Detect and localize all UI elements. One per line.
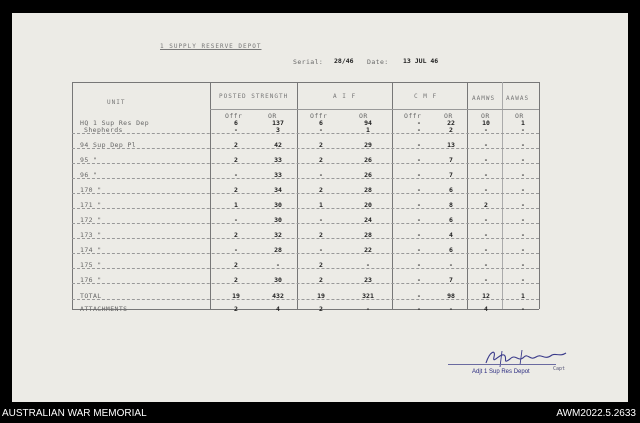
value-cell: 23 — [364, 276, 372, 284]
value-cell: - — [484, 231, 488, 239]
value-cell: - — [234, 246, 238, 254]
value-cell: - — [366, 305, 370, 313]
aif-or-subheader: OR — [359, 112, 368, 120]
value-cell: 22 — [364, 246, 372, 254]
value-cell: 7 — [449, 171, 453, 179]
value-cell: - — [417, 141, 421, 149]
col-rule — [297, 82, 298, 309]
value-cell: 30 — [274, 201, 282, 209]
value-cell: - — [417, 246, 421, 254]
date-value: 13 JUL 46 — [403, 57, 439, 65]
value-cell: 2 — [484, 201, 488, 209]
value-cell: 26 — [364, 171, 372, 179]
value-cell: 1 — [319, 201, 323, 209]
unit-cell: 170 " — [80, 186, 102, 194]
value-cell: - — [484, 156, 488, 164]
value-cell: 28 — [364, 186, 372, 194]
aamws-header: AAMWS — [472, 95, 496, 102]
value-cell: 432 — [272, 292, 284, 300]
value-cell: 6 — [234, 119, 238, 127]
value-cell: - — [521, 276, 525, 284]
value-cell: 33 — [274, 156, 282, 164]
value-cell: - — [449, 305, 453, 313]
value-cell: 8 — [449, 201, 453, 209]
value-cell: - — [521, 126, 525, 134]
document-page — [12, 13, 628, 402]
row-rule — [72, 299, 539, 300]
value-cell: 2 — [234, 276, 238, 284]
unit-cell: 175 " — [80, 261, 102, 269]
signature-line — [448, 364, 556, 365]
value-cell: 7 — [449, 276, 453, 284]
aawas-header: AAWAS — [506, 95, 530, 102]
value-cell: - — [521, 305, 525, 313]
posted-or-subheader: OR — [268, 112, 277, 120]
cmf-header: C M F — [414, 93, 438, 100]
unit-cell: HQ 1 Sup Res Dep — [80, 119, 150, 127]
value-cell: 24 — [364, 216, 372, 224]
value-cell: - — [417, 186, 421, 194]
footer-accession: AWM2022.5.2633 — [556, 408, 636, 419]
value-cell: - — [417, 156, 421, 164]
value-cell: - — [417, 126, 421, 134]
table-left-rule — [72, 82, 73, 309]
value-cell: 33 — [274, 171, 282, 179]
value-cell: 2 — [234, 156, 238, 164]
value-cell: 2 — [234, 261, 238, 269]
row-rule — [72, 178, 539, 179]
value-cell: - — [521, 186, 525, 194]
value-cell: - — [234, 216, 238, 224]
value-cell: 29 — [364, 141, 372, 149]
row-rule — [72, 208, 539, 209]
header-rule — [210, 109, 539, 110]
value-cell: - — [484, 171, 488, 179]
value-cell: - — [484, 186, 488, 194]
value-cell: - — [521, 156, 525, 164]
value-cell: 26 — [364, 156, 372, 164]
value-cell: - — [521, 246, 525, 254]
value-cell: 22 — [447, 119, 455, 127]
unit-cell: ATTACHMENTS — [80, 305, 128, 313]
value-cell: 4 — [276, 305, 280, 313]
row-rule — [72, 133, 539, 134]
value-cell: 42 — [274, 141, 282, 149]
value-cell: 34 — [274, 186, 282, 194]
value-cell: - — [484, 126, 488, 134]
value-cell: - — [417, 216, 421, 224]
value-cell: 20 — [364, 201, 372, 209]
value-cell: - — [484, 276, 488, 284]
unit-cell: Shepherds — [84, 126, 123, 134]
value-cell: 2 — [234, 141, 238, 149]
value-cell: - — [521, 261, 525, 269]
row-rule — [72, 268, 539, 269]
value-cell: 30 — [274, 216, 282, 224]
value-cell: 3 — [276, 126, 280, 134]
col-rule — [467, 82, 468, 309]
row-rule — [72, 253, 539, 254]
value-cell: - — [484, 261, 488, 269]
value-cell: - — [417, 292, 421, 300]
row-rule — [72, 283, 539, 284]
table-bottom-rule — [72, 309, 539, 310]
row-rule — [72, 238, 539, 239]
value-cell: 1 — [234, 201, 238, 209]
value-cell: - — [484, 246, 488, 254]
unit-cell: 94 Sup Dep Pl — [80, 141, 137, 149]
value-cell: 7 — [449, 156, 453, 164]
document-heading: 1 SUPPLY RESERVE DEPOT — [160, 43, 262, 50]
value-cell: 4 — [484, 305, 488, 313]
value-cell: - — [417, 231, 421, 239]
table-right-rule — [539, 82, 540, 309]
col-rule — [210, 82, 211, 309]
value-cell: - — [484, 216, 488, 224]
unit-cell: TOTAL — [80, 292, 102, 300]
footer-bar — [0, 405, 640, 423]
posted-strength-header: POSTED STRENGTH — [219, 93, 289, 100]
row-rule — [72, 193, 539, 194]
value-cell: - — [521, 231, 525, 239]
value-cell: 6 — [449, 186, 453, 194]
value-cell: 28 — [364, 231, 372, 239]
value-cell: 19 — [232, 292, 240, 300]
value-cell: - — [417, 276, 421, 284]
aif-header: A I F — [333, 93, 357, 100]
value-cell: 10 — [482, 119, 490, 127]
value-cell: 2 — [319, 261, 323, 269]
value-cell: - — [521, 201, 525, 209]
value-cell: 4 — [449, 231, 453, 239]
value-cell: - — [417, 261, 421, 269]
value-cell: 6 — [319, 119, 323, 127]
posted-offr-subheader: Offr — [225, 112, 243, 120]
value-cell: 19 — [317, 292, 325, 300]
value-cell: - — [521, 141, 525, 149]
value-cell: 13 — [447, 141, 455, 149]
value-cell: - — [319, 216, 323, 224]
value-cell: - — [417, 171, 421, 179]
value-cell: 1 — [521, 119, 525, 127]
value-cell: - — [319, 126, 323, 134]
value-cell: 28 — [274, 246, 282, 254]
row-rule — [72, 163, 539, 164]
value-cell: - — [234, 171, 238, 179]
unit-cell: 173 " — [80, 231, 102, 239]
value-cell: 12 — [482, 292, 490, 300]
serial-value: 28/46 — [334, 57, 354, 65]
unit-cell: 174 " — [80, 246, 102, 254]
value-cell: - — [319, 171, 323, 179]
value-cell: 321 — [362, 292, 374, 300]
unit-cell: 95 " — [80, 156, 98, 164]
value-cell: - — [417, 119, 421, 127]
col-rule — [392, 82, 393, 309]
value-cell: - — [366, 261, 370, 269]
value-cell: 2 — [319, 231, 323, 239]
value-cell: - — [234, 126, 238, 134]
value-cell: 30 — [274, 276, 282, 284]
value-cell: 94 — [364, 119, 372, 127]
value-cell: 2 — [234, 231, 238, 239]
date-label: Date: — [367, 58, 389, 66]
value-cell: 137 — [272, 119, 284, 127]
aamws-or-subheader: OR — [481, 112, 490, 120]
col-rule — [502, 82, 503, 309]
value-cell: 2 — [319, 276, 323, 284]
value-cell: 2 — [234, 305, 238, 313]
value-cell: 98 — [447, 292, 455, 300]
signature-rank: Capt — [553, 366, 566, 372]
value-cell: 1 — [521, 292, 525, 300]
value-cell: 2 — [319, 305, 323, 313]
value-cell: - — [319, 246, 323, 254]
value-cell: - — [521, 216, 525, 224]
value-cell: - — [484, 141, 488, 149]
value-cell: 2 — [449, 126, 453, 134]
value-cell: 1 — [366, 126, 370, 134]
unit-cell: 171 " — [80, 201, 102, 209]
value-cell: 32 — [274, 231, 282, 239]
signature-title: Adjt 1 Sup Res Depot — [472, 369, 530, 375]
value-cell: - — [276, 261, 280, 269]
aif-offr-subheader: Offr — [310, 112, 328, 120]
value-cell: 6 — [449, 246, 453, 254]
value-cell: - — [449, 261, 453, 269]
unit-cell: 96 " — [80, 171, 98, 179]
cmf-or-subheader: OR — [444, 112, 453, 120]
value-cell: 2 — [319, 156, 323, 164]
aawas-or-subheader: OR — [515, 112, 524, 120]
value-cell: - — [417, 305, 421, 313]
unit-cell: 176 " — [80, 276, 102, 284]
value-cell: 2 — [319, 186, 323, 194]
row-rule — [72, 223, 539, 224]
row-rule — [72, 148, 539, 149]
value-cell: 6 — [449, 216, 453, 224]
table-top-rule — [72, 82, 539, 83]
serial-label: Serial: — [293, 58, 324, 66]
value-cell: - — [417, 201, 421, 209]
value-cell: - — [521, 171, 525, 179]
cmf-offr-subheader: Offr — [404, 112, 422, 120]
footer-source: AUSTRALIAN WAR MEMORIAL — [2, 408, 147, 419]
value-cell: 2 — [234, 186, 238, 194]
value-cell: 2 — [319, 141, 323, 149]
unit-cell: 172 " — [80, 216, 102, 224]
unit-header: UNIT — [107, 99, 126, 106]
